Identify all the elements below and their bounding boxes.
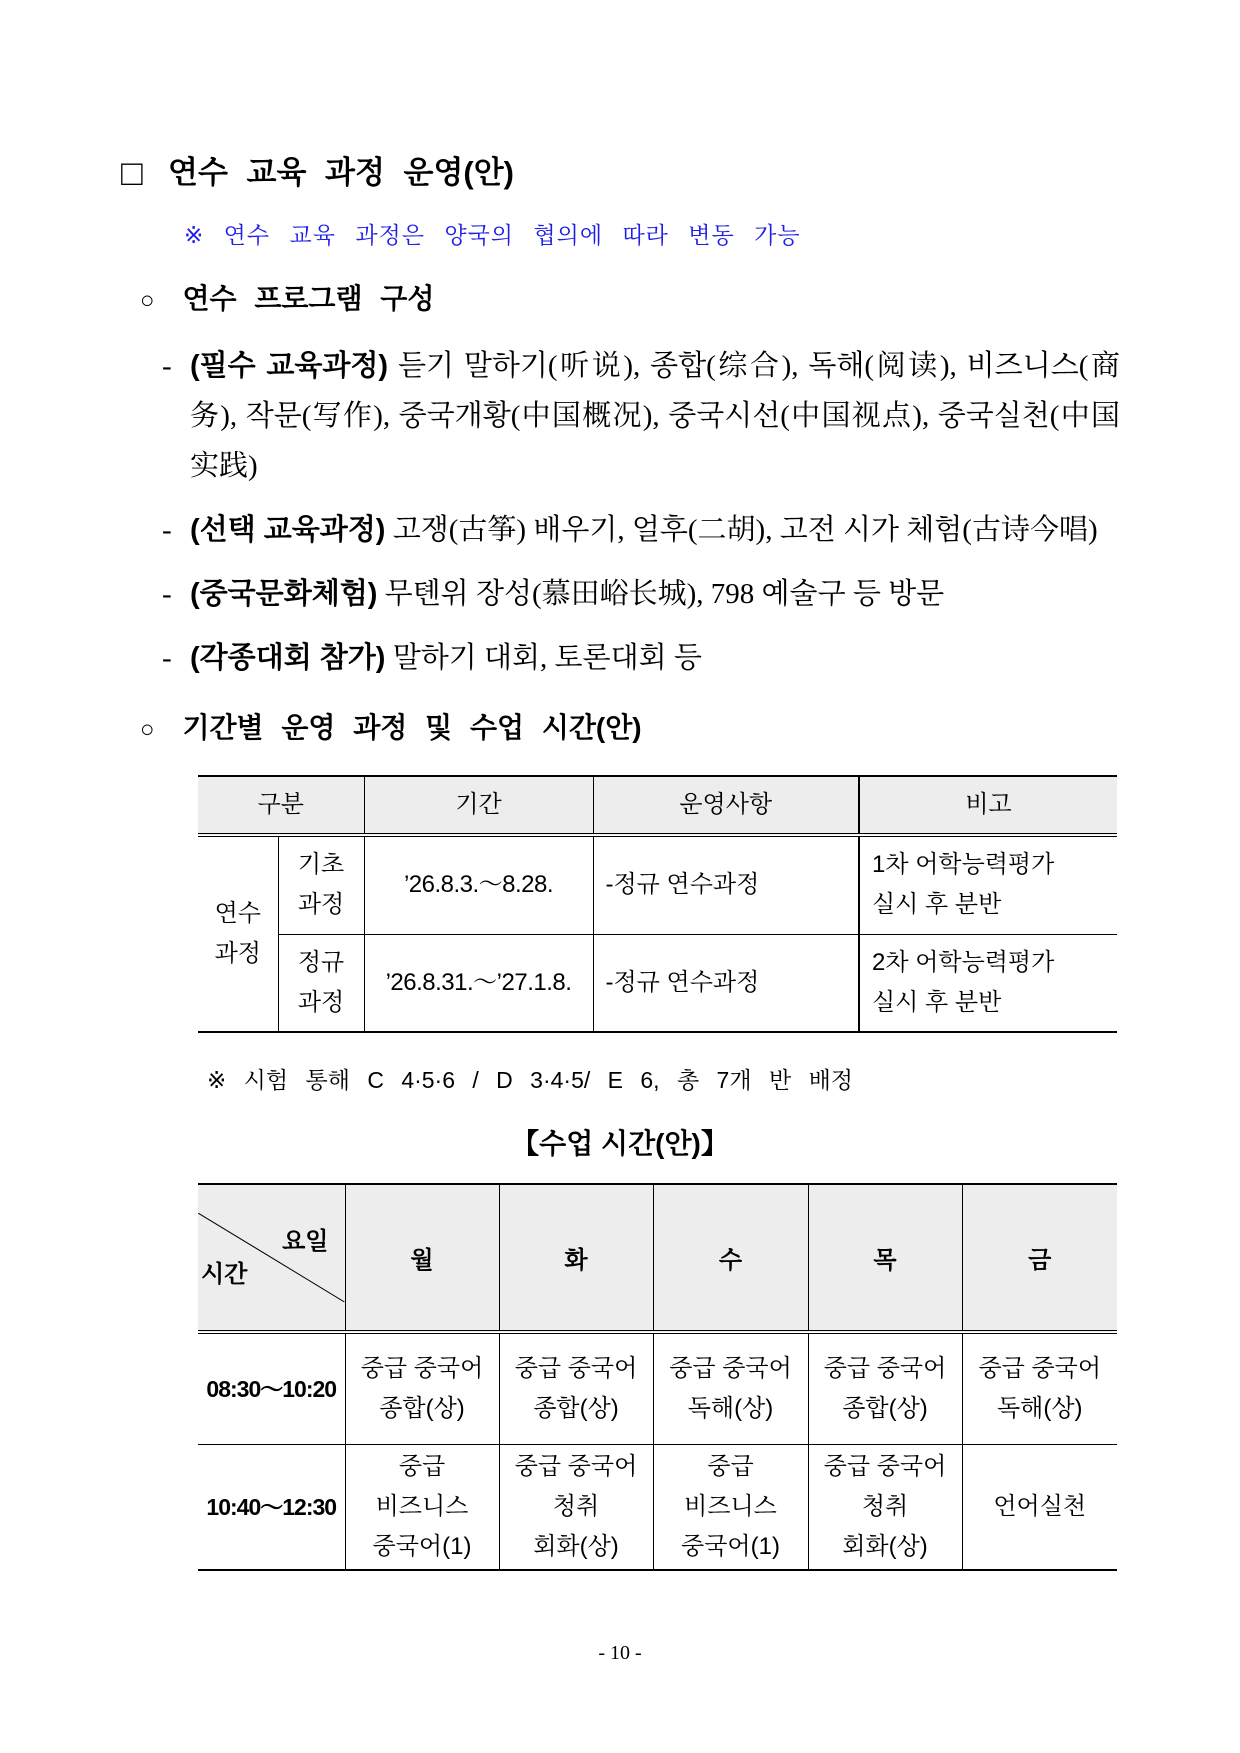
day-header-fri: 금 bbox=[962, 1184, 1117, 1332]
program-heading-text: 연수 프로그램 구성 bbox=[182, 283, 435, 314]
course-name-cell: 정규 과정 bbox=[278, 934, 364, 1032]
corner-cell-content bbox=[198, 1213, 345, 1302]
program-item bbox=[162, 569, 1120, 619]
section-title bbox=[121, 150, 1240, 196]
square-bullet-icon: □ bbox=[121, 152, 143, 193]
operation-cell: -정규 연수과정 bbox=[593, 835, 859, 934]
day-header-wed: 수 bbox=[653, 1184, 808, 1332]
class-assignment-note: ※ 시험 통해 C 4·5·6 / D 3·4·5/ E 6, 총 7개 반 배정 bbox=[207, 1067, 854, 1093]
time-slot-cell: 08:30～10:20 bbox=[198, 1332, 345, 1444]
item-body bbox=[190, 505, 1120, 555]
class-cell-wed: 중급 비즈니스 중국어(1) bbox=[653, 1444, 808, 1570]
period-cell: ’26.8.31.～’27.1.8. bbox=[364, 934, 593, 1032]
operation-cell: -정규 연수과정 bbox=[593, 934, 859, 1032]
timetable-header-row bbox=[198, 1184, 1117, 1332]
header-category: 구분 bbox=[198, 776, 364, 835]
course-name-cell: 기초 과정 bbox=[278, 835, 364, 934]
timetable-row bbox=[198, 1444, 1117, 1570]
change-notice: ※ 연수 교육 과정은 양국의 협의에 따라 변동 가능 bbox=[184, 222, 801, 248]
item-label: (각종대회 참가) bbox=[190, 642, 386, 674]
item-body bbox=[190, 633, 1120, 683]
circle-bullet-icon: ○ bbox=[140, 716, 155, 743]
class-cell-wed: 중급 중국어 독해(상) bbox=[653, 1332, 808, 1444]
item-label: (선택 교육과정) bbox=[190, 514, 386, 546]
item-dash: - bbox=[162, 514, 172, 546]
program-item bbox=[162, 341, 1120, 491]
period-cell: ’26.8.3.～8.28. bbox=[364, 835, 593, 934]
corner-time-label: 시간 bbox=[201, 1261, 248, 1288]
class-cell-tue: 중급 중국어 종합(상) bbox=[499, 1332, 653, 1444]
day-header-tue: 화 bbox=[499, 1184, 653, 1332]
day-header-mon: 월 bbox=[345, 1184, 499, 1332]
class-cell-thu: 중급 중국어 청취 회화(상) bbox=[808, 1444, 962, 1570]
class-cell-mon: 중급 비즈니스 중국어(1) bbox=[345, 1444, 499, 1570]
timetable-title: 【수업 시간(안)】 bbox=[511, 1128, 729, 1159]
section-title-text: 연수 교육 과정 운영(안) bbox=[168, 155, 514, 190]
period-table-row bbox=[198, 934, 1117, 1032]
schedule-heading bbox=[140, 708, 1240, 753]
period-table bbox=[198, 775, 1117, 1033]
remark-cell: 2차 어학능력평가 실시 후 분반 bbox=[859, 934, 1117, 1032]
class-cell-fri: 언어실천 bbox=[962, 1444, 1117, 1570]
header-period: 기간 bbox=[364, 776, 593, 835]
timetable bbox=[198, 1183, 1117, 1571]
item-dash: - bbox=[162, 350, 172, 382]
page-number: - 10 - bbox=[598, 1642, 642, 1664]
item-body bbox=[190, 341, 1120, 491]
corner-day-label: 요일 bbox=[282, 1228, 329, 1255]
timetable-corner-header bbox=[198, 1184, 345, 1332]
program-item bbox=[162, 505, 1120, 555]
program-item bbox=[162, 633, 1120, 683]
period-table-row bbox=[198, 835, 1117, 934]
course-group-cell: 연수 과정 bbox=[198, 835, 278, 1032]
time-slot-cell: 10:40～12:30 bbox=[198, 1444, 345, 1570]
remark-cell: 1차 어학능력평가 실시 후 분반 bbox=[859, 835, 1117, 934]
timetable-row bbox=[198, 1332, 1117, 1444]
class-cell-fri: 중급 중국어 독해(상) bbox=[962, 1332, 1117, 1444]
item-dash: - bbox=[162, 578, 172, 610]
circle-bullet-icon: ○ bbox=[140, 287, 155, 314]
item-label: (중국문화체험) bbox=[190, 578, 378, 610]
schedule-heading-text: 기간별 운영 과정 및 수업 시간(안) bbox=[182, 712, 642, 743]
class-cell-mon: 중급 중국어 종합(상) bbox=[345, 1332, 499, 1444]
item-label: (필수 교육과정) bbox=[190, 350, 389, 382]
item-text: 무톈위 장성(慕田峪长城), 798 예술구 등 방문 bbox=[384, 578, 945, 610]
item-dash: - bbox=[162, 642, 172, 674]
item-text: 고쟁(古筝) 배우기, 얼후(二胡), 고전 시가 체험(古诗今唱) bbox=[392, 514, 1098, 546]
item-text: 듣기 말하기(听说), 종합(综合), 독해(阅读), 비즈니스(商务), 작문(写作), 중국개황(中国概况), 중국시선(中国视点), 중국실천(中国实践) bbox=[190, 350, 1120, 482]
program-heading bbox=[140, 279, 1240, 324]
class-cell-tue: 중급 중국어 청취 회화(상) bbox=[499, 1444, 653, 1570]
header-operation: 운영사항 bbox=[593, 776, 859, 835]
item-text: 말하기 대회, 토론대회 등 bbox=[392, 642, 702, 674]
program-item-list bbox=[162, 341, 1120, 683]
period-table-header-row bbox=[198, 776, 1117, 835]
item-body bbox=[190, 569, 1120, 619]
day-header-thu: 목 bbox=[808, 1184, 962, 1332]
class-cell-thu: 중급 중국어 종합(상) bbox=[808, 1332, 962, 1444]
header-remark: 비고 bbox=[859, 776, 1117, 835]
